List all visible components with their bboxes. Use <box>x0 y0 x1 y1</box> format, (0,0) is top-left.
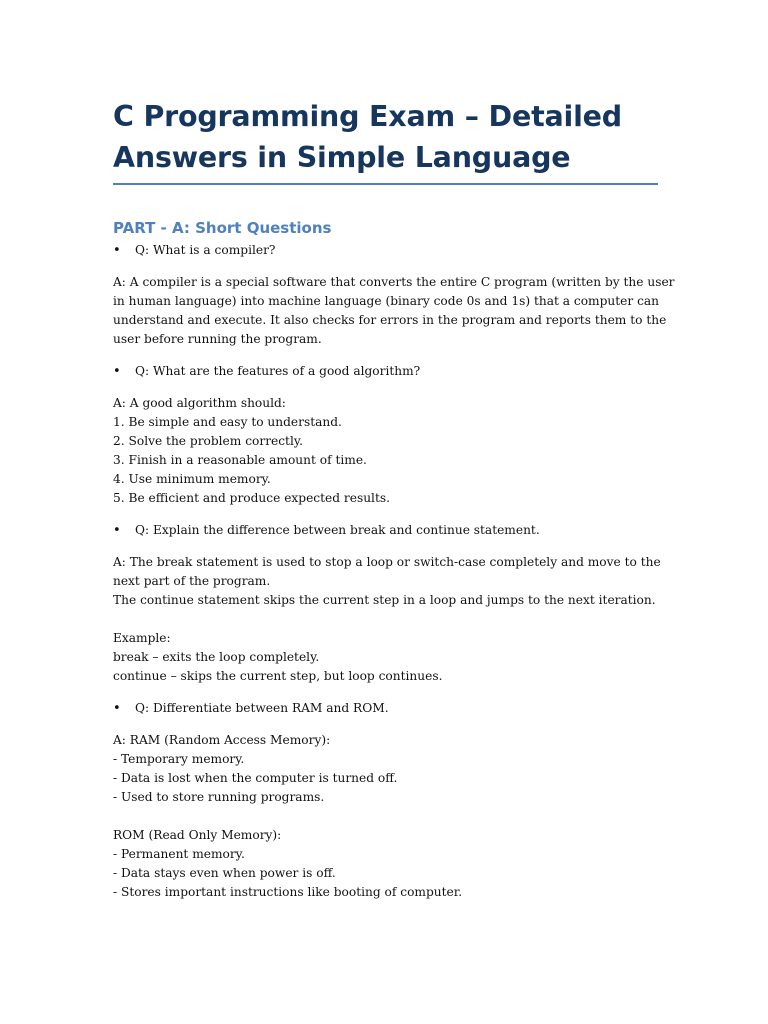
answer-line: - Stores important instructions like booting of computer. <box>113 885 463 899</box>
answer-line: 4. Use minimum memory. <box>113 472 271 486</box>
document-title <box>113 96 658 185</box>
answer-line: Example: <box>113 631 171 645</box>
answer-line: A: A compiler is a special software that converts the entire C program (written by the user <box>113 275 675 289</box>
answer-block <box>113 394 658 508</box>
answer-block <box>113 273 675 349</box>
answer-line: A: The break statement is used to stop a loop or switch-case completely and move to the <box>113 555 661 569</box>
answer-line: 1. Be simple and easy to understand. <box>113 415 342 429</box>
answer-line: continue – skips the current step, but loop continues. <box>113 669 443 683</box>
answer-line: user before running the program. <box>113 332 322 346</box>
answer-line: break – exits the loop completely. <box>113 650 320 664</box>
answer-line: A: RAM (Random Access Memory): <box>113 733 331 747</box>
bullet-icon: • <box>113 701 121 716</box>
section-heading: PART - A: Short Questions <box>113 219 332 237</box>
answer-line: ROM (Read Only Memory): <box>113 828 282 842</box>
answer-line: - Permanent memory. <box>113 847 245 861</box>
question-bullet-item <box>113 699 658 718</box>
bullet-icon: • <box>113 364 121 379</box>
question-text: Q: What are the features of a good algorithm? <box>135 364 421 378</box>
answer-line: A: A good algorithm should: <box>113 396 286 410</box>
bullet-icon: • <box>113 243 121 258</box>
answer-line: 2. Solve the problem correctly. <box>113 434 303 448</box>
answer-line: - Data stays even when power is off. <box>113 866 336 880</box>
answer-line: in human language) into machine language (binary code 0s and 1s) that a computer can <box>113 294 660 308</box>
title-line-2: Answers in Simple Language <box>113 141 571 174</box>
answer-line: understand and execute. It also checks for errors in the program and reports them to the <box>113 313 667 327</box>
question-bullet-item <box>113 521 658 540</box>
answer-line: - Temporary memory. <box>113 752 245 766</box>
answer-line: next part of the program. <box>113 574 271 588</box>
bullet-icon: • <box>113 523 121 538</box>
question-text: Q: Explain the difference between break and continue statement. <box>135 523 540 537</box>
title-line-1: C Programming Exam – Detailed <box>113 100 623 133</box>
answer-line: - Used to store running programs. <box>113 790 325 804</box>
qa-list <box>113 241 675 902</box>
answer-block <box>113 731 658 902</box>
answer-line: 5. Be efficient and produce expected results. <box>113 491 390 505</box>
document-page <box>113 96 675 902</box>
answer-line: 3. Finish in a reasonable amount of time. <box>113 453 367 467</box>
answer-block <box>113 553 661 686</box>
answer-line: - Data is lost when the computer is turned off. <box>113 771 398 785</box>
question-bullet-item <box>113 241 658 260</box>
question-bullet-item <box>113 362 658 381</box>
answer-line <box>113 807 658 826</box>
question-text: Q: Differentiate between RAM and ROM. <box>135 701 389 715</box>
answer-line: The continue statement skips the current step in a loop and jumps to the next iteration. <box>113 593 656 607</box>
answer-line <box>113 610 658 629</box>
question-text: Q: What is a compiler? <box>135 243 276 257</box>
